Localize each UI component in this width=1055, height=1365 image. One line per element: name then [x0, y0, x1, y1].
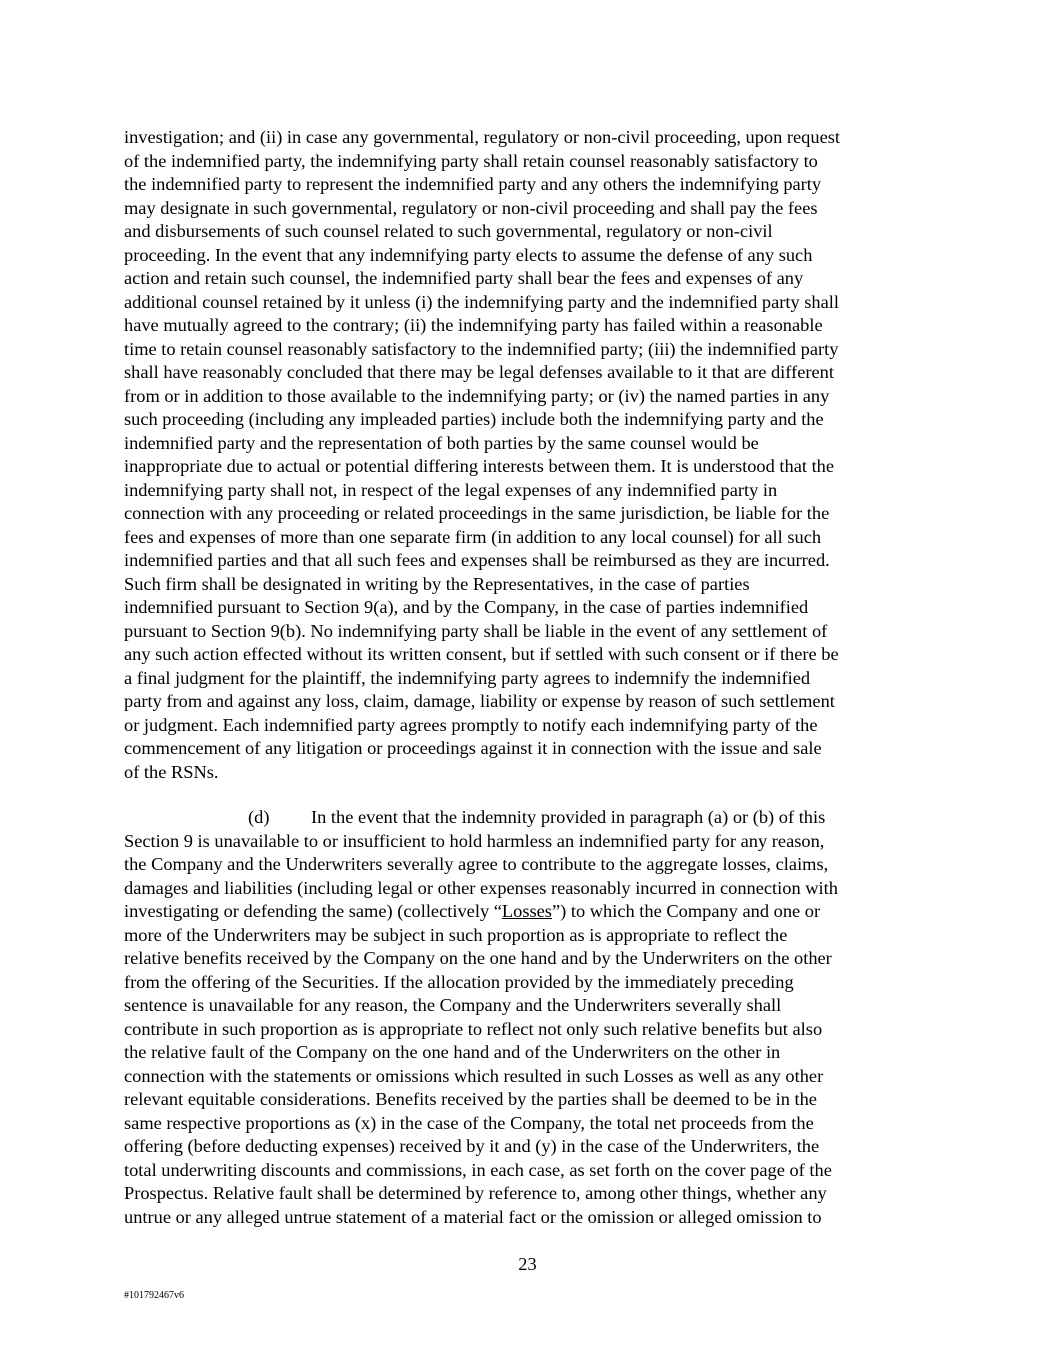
text-line: proceeding. In the event that any indemnifying party elects to assume the defense of any such — [124, 244, 813, 265]
text-line: relevant equitable considerations. Benefits received by the parties shall be deemed to be in the — [124, 1089, 817, 1109]
text-line: additional counsel retained by it unless (i) the indemnifying party and the indemnified party shall — [124, 291, 840, 312]
text-line: fees and expenses of more than one separate firm (in addition to any local counsel) for all such — [124, 526, 822, 547]
text-line: from the offering of the Securities. If the allocation provided by the immediately preceding — [124, 971, 794, 992]
text-line: Prospectus. Relative fault shall be determined by reference to, among other things, whether any — [124, 1183, 827, 1203]
text-line: connection with the statements or omissions which resulted in such Losses as well as any other — [124, 1065, 824, 1086]
text-line: have mutually agreed to the contrary; (ii) the indemnifying party has failed within a reasonable — [124, 315, 823, 335]
text-line: Such firm shall be designated in writing by the Representatives, in the case of parties — [124, 573, 750, 594]
text-line: time to retain counsel reasonably satisfactory to the indemnified party; (iii) the indemnified party — [124, 338, 839, 359]
text-line: indemnified pursuant to Section 9(a), and by the Company, in the case of parties indemnified — [124, 597, 809, 617]
text-line: the indemnified party to represent the indemnified party and any others the indemnifying party — [124, 174, 822, 194]
text-line: indemnifying party shall not, in respect of the legal expenses of any indemnified party in — [124, 479, 778, 500]
defined-term-losses: Losses — [501, 901, 552, 921]
text-line: pursuant to Section 9(b). No indemnifying party shall be liable in the event of any settlement of — [124, 620, 828, 641]
text-line: untrue or any alleged untrue statement of a material fact or the omission or alleged omission to — [124, 1206, 822, 1227]
text-line: sentence is unavailable for any reason, the Company and the Underwriters severally shall — [124, 995, 782, 1015]
text-line: commencement of any litigation or proceedings against it in connection with the issue and sale — [124, 738, 822, 758]
text-line: shall have reasonably concluded that there may be legal defenses available to it that are different — [124, 362, 834, 382]
text-line: may designate in such governmental, regulatory or non-civil proceeding and shall pay the fees — [124, 197, 818, 218]
text-line: of the RSNs. — [124, 761, 219, 782]
text-line: or judgment. Each indemnified party agrees promptly to notify each indemnifying party of the — [124, 714, 818, 735]
losses-line-after: ”) to which the Company and one or — [551, 901, 821, 921]
paragraph-d-first-line — [124, 806, 932, 830]
text-line: such proceeding (including any impleaded parties) include both the indemnifying party and the — [124, 409, 824, 429]
paragraph-d-lines-rest — [124, 924, 932, 1230]
text-line: and disbursements of such counsel related to such governmental, regulatory or non-civil — [124, 221, 773, 241]
text-line: inappropriate due to actual or potential differing interests between them. It is understood that the — [124, 456, 835, 476]
text-line: party from and against any loss, claim, damage, liability or expense by reason of such settlement — [124, 691, 835, 711]
text-line: connection with any proceeding or related proceedings in the same jurisdiction, be liable for the — [124, 503, 830, 523]
paragraph-gap — [124, 784, 932, 806]
text-line: a final judgment for the plaintiff, the indemnifying party agrees to indemnify the indemnified — [124, 667, 811, 688]
text-line: contribute in such proportion as is appropriate to reflect not only such relative benefits but also — [124, 1018, 823, 1039]
text-line: of the indemnified party, the indemnifying party shall retain counsel reasonably satisfactory to — [124, 150, 818, 171]
text-line: investigation; and (ii) in case any governmental, regulatory or non-civil proceeding, upon request — [124, 127, 840, 147]
paragraph-d-losses-line — [124, 900, 932, 924]
text-line: the Company and the Underwriters severally agree to contribute to the aggregate losses, claims, — [124, 854, 829, 874]
paragraph-d — [124, 806, 932, 1229]
text-line: relative benefits received by the Company on the one hand and by the Underwriters on the other — [124, 948, 832, 968]
text-line: same respective proportions as (x) in the case of the Company, the total net proceeds from the — [124, 1112, 814, 1133]
text-line: the relative fault of the Company on the one hand and of the Underwriters on the other in — [124, 1042, 781, 1062]
page-number: 23 — [518, 1254, 537, 1274]
text-line: more of the Underwriters may be subject in such proportion as is appropriate to reflect the — [124, 924, 788, 945]
text-line: from or in addition to those available to the indemnifying party; or (iv) the named parties in any — [124, 385, 830, 406]
document-id: #101792467v6 — [124, 1290, 184, 1301]
paragraph-c-continued — [124, 126, 932, 784]
text-line: any such action effected without its written consent, but if settled with such consent or if there be — [124, 644, 839, 664]
text-line: action and retain such counsel, the indemnified party shall bear the fees and expenses of any — [124, 268, 804, 288]
text-line: indemnified parties and that all such fees and expenses shall be reimbursed as they are incurred. — [124, 550, 830, 570]
document-body — [124, 126, 932, 1229]
text-line: damages and liabilities (including legal or other expenses reasonably incurred in connection with — [124, 877, 838, 898]
text-line: Section 9 is unavailable to or insufficient to hold harmless an indemnified party for any reason, — [124, 830, 825, 851]
paragraph-d-label: (d) — [248, 807, 270, 827]
text-line: total underwriting discounts and commissions, in each case, as set forth on the cover page of the — [124, 1159, 832, 1180]
text-line: indemnified party and the representation of both parties by the same counsel would be — [124, 432, 759, 453]
paragraph-d-lines-top — [124, 830, 932, 901]
paragraph-d-first-line-text: In the event that the indemnity provided in paragraph (a) or (b) of this — [311, 807, 826, 827]
text-line: offering (before deducting expenses) received by it and (y) in the case of the Underwriters, the — [124, 1136, 820, 1156]
losses-line-before: investigating or defending the same) (collectively “ — [124, 901, 502, 921]
